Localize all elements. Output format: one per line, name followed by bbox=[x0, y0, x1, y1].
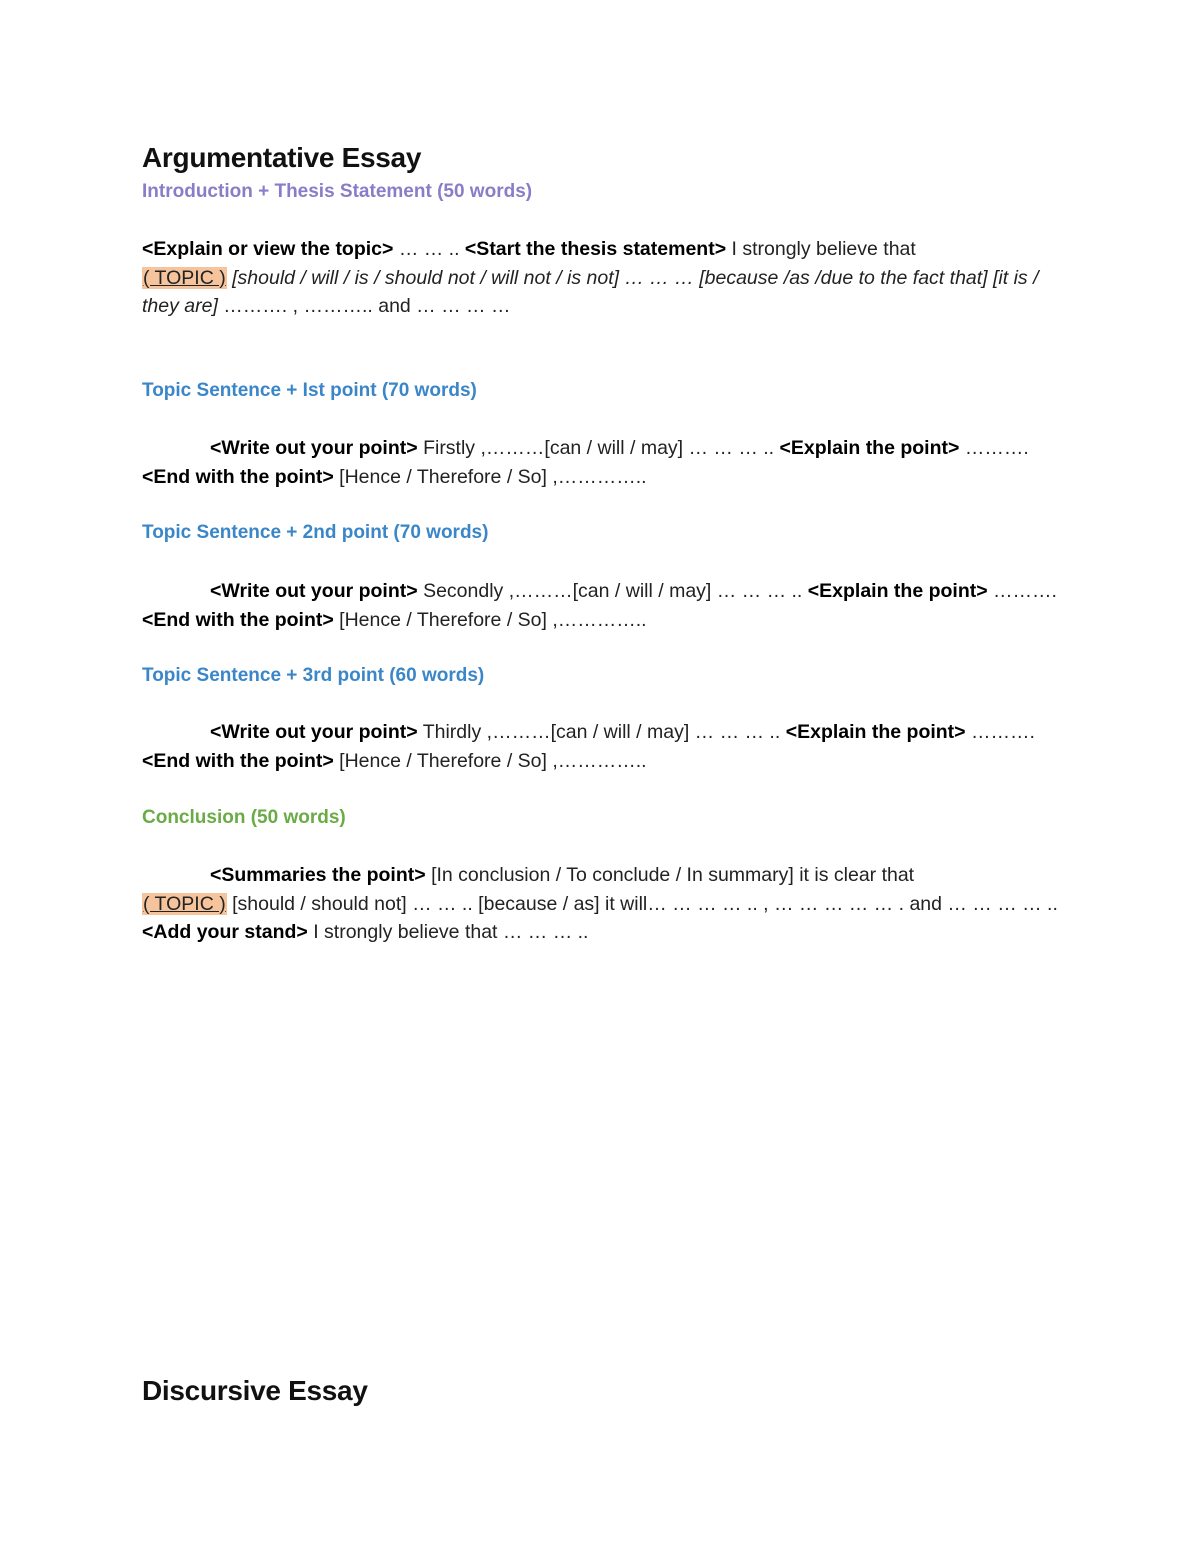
end-point-text: [Hence / Therefore / So] ,………….. bbox=[333, 608, 647, 631]
end-point-text: [Hence / Therefore / So] ,………….. bbox=[333, 749, 647, 772]
stand-tag: <Add your stand> bbox=[142, 921, 308, 943]
explain-topic-tag: <Explain or view the topic> bbox=[142, 238, 394, 260]
topic-placeholder: ( TOPIC ) bbox=[143, 266, 226, 289]
end-point-tag: <End with the point> bbox=[142, 608, 334, 631]
end-point-text: [Hence / Therefore / So] ,………….. bbox=[333, 465, 647, 488]
summary-text: [In conclusion / To conclude / In summary] it is clear that bbox=[425, 864, 915, 886]
point-1-heading: Topic Sentence + Ist point (70 words) bbox=[142, 380, 477, 401]
write-point-text: Firstly ,………[can / will / may] … … … .. bbox=[417, 437, 780, 459]
discursive-title: Discursive Essay bbox=[142, 1375, 368, 1406]
point-2-paragraph bbox=[142, 577, 1072, 634]
conclusion-heading: Conclusion (50 words) bbox=[142, 807, 346, 828]
write-point-tag: <Write out your point> bbox=[210, 721, 418, 743]
end-point-tag: <End with the point> bbox=[142, 465, 334, 488]
point-3-paragraph bbox=[142, 718, 1072, 775]
explain-point-tag: <Explain the point> bbox=[785, 721, 966, 743]
explain-point-dots: ………. bbox=[987, 580, 1057, 602]
thesis-modals: [should / will / is / should not / will not / is not] … … … [because /as /due to the fact that] [it is / they are] bbox=[142, 266, 1039, 317]
explain-point-dots: ………. bbox=[965, 721, 1035, 743]
conclusion-paragraph bbox=[142, 861, 1072, 947]
intro-paragraph bbox=[142, 235, 1072, 321]
argumentative-title: Argumentative Essay bbox=[142, 142, 422, 173]
point-3-heading: Topic Sentence + 3rd point (60 words) bbox=[142, 665, 485, 686]
stand-text: I strongly believe that … … … .. bbox=[307, 921, 589, 943]
explain-point-tag: <Explain the point> bbox=[807, 580, 988, 602]
write-point-text: Secondly ,………[can / will / may] … … … .. bbox=[417, 580, 808, 602]
explain-dots: … … .. bbox=[393, 238, 465, 260]
topic-placeholder: ( TOPIC ) bbox=[143, 892, 226, 915]
thesis-tag: <Start the thesis statement> bbox=[464, 238, 727, 260]
summary-tag: <Summaries the point> bbox=[210, 864, 426, 886]
intro-heading: Introduction + Thesis Statement (50 words) bbox=[142, 181, 533, 202]
write-point-tag: <Write out your point> bbox=[210, 437, 418, 459]
explain-point-tag: <Explain the point> bbox=[779, 437, 960, 459]
point-2-heading: Topic Sentence + 2nd point (70 words) bbox=[142, 522, 489, 543]
explain-point-dots: ………. bbox=[959, 437, 1029, 459]
write-point-text: Thirdly ,………[can / will / may] … … … .. bbox=[417, 721, 786, 743]
point-1-paragraph bbox=[142, 434, 1072, 491]
thesis-tail: ………. , ……….. and … … … … bbox=[217, 295, 511, 317]
end-point-tag: <End with the point> bbox=[142, 749, 334, 772]
write-point-tag: <Write out your point> bbox=[210, 580, 418, 602]
conclusion-body: [should / should not] … … .. [because / as] it will… … … … .. , … … … … … . and … … … … .. bbox=[226, 892, 1058, 915]
thesis-text: I strongly believe that bbox=[726, 238, 916, 260]
